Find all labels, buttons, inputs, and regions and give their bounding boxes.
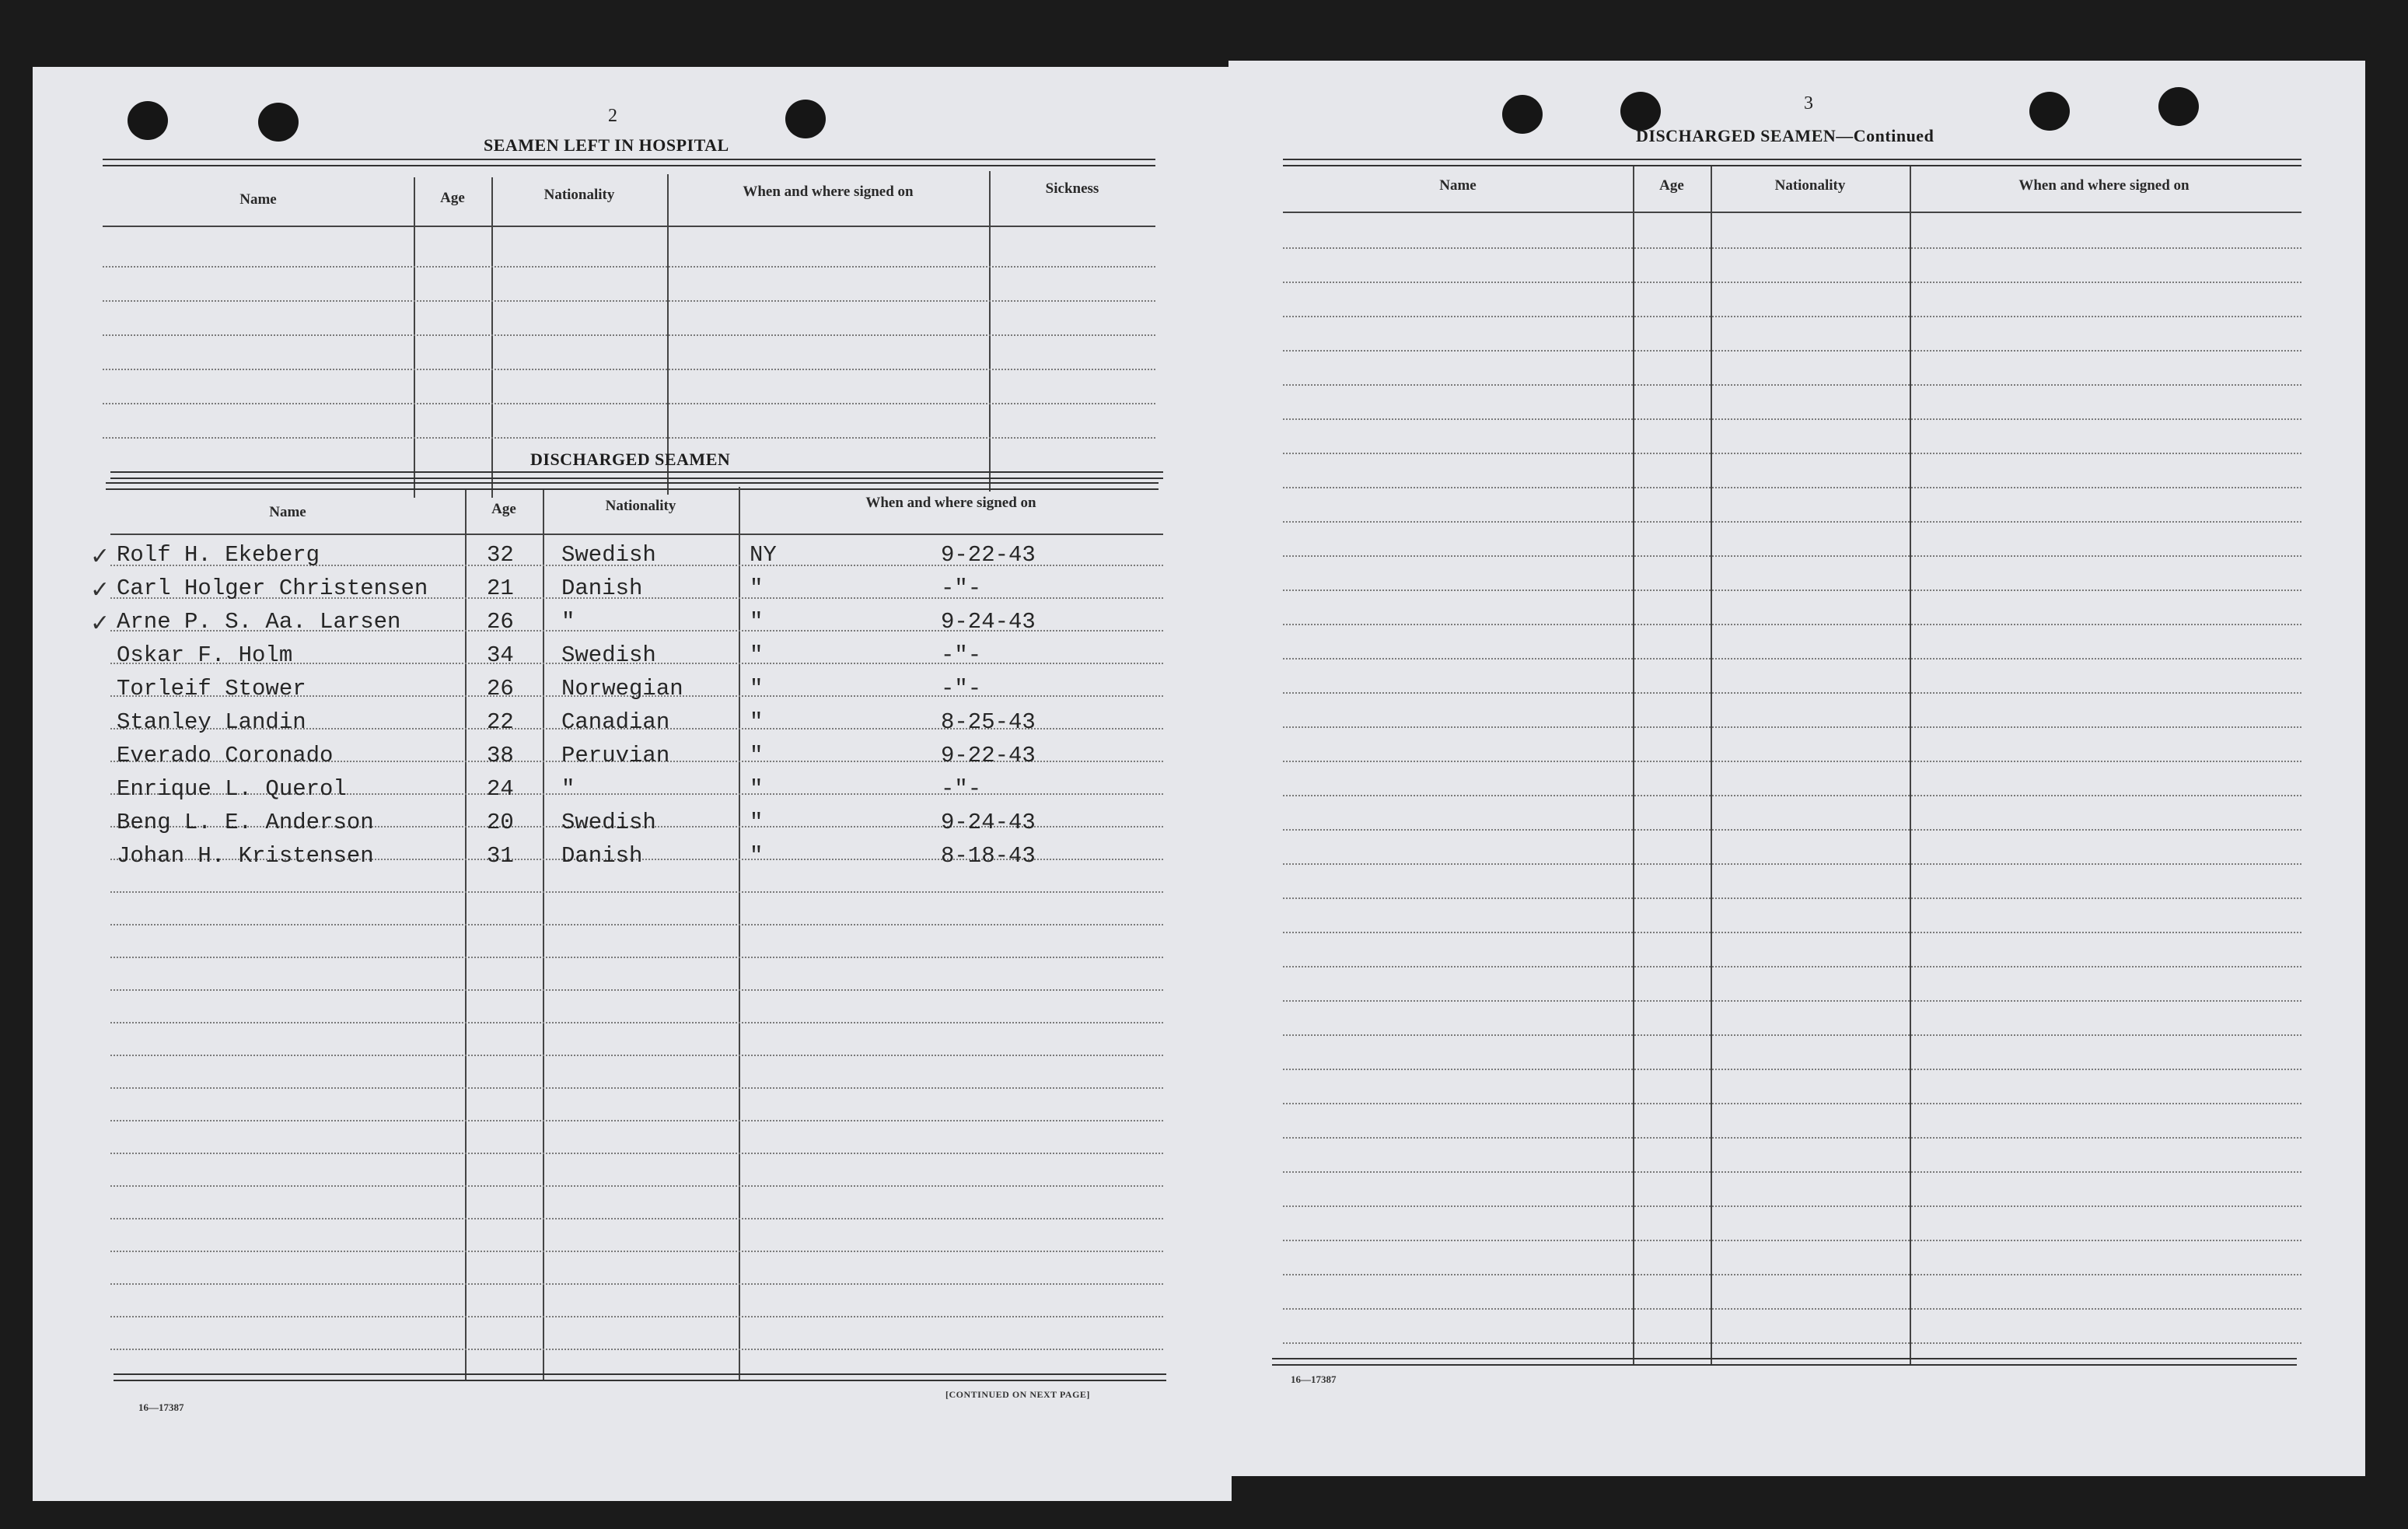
seaman-age: 26 [487, 676, 514, 702]
row-rule [1283, 692, 2301, 694]
row-rule [110, 1349, 1163, 1350]
seaman-nationality: " [561, 776, 575, 802]
row-rule [1283, 1034, 2301, 1036]
seaman-nationality: Swedish [561, 642, 656, 668]
page-number: 3 [1804, 93, 1813, 114]
hospital-section-title: SEAMEN LEFT IN HOSPITAL [484, 135, 729, 155]
seaman-nationality: Swedish [561, 542, 656, 568]
row-rule [1283, 932, 2301, 933]
column-header-name: Name [269, 504, 306, 520]
seaman-nationality: Norwegian [561, 676, 683, 702]
seaman-nationality: Danish [561, 843, 643, 869]
signed-on-place: " [750, 810, 764, 835]
signed-on-date: -"- [941, 676, 982, 702]
seaman-age: 31 [487, 843, 514, 869]
seaman-name: Carl Holger Christensen [117, 576, 428, 601]
row-rule [110, 1283, 1163, 1285]
column-divider [1910, 166, 1911, 1364]
row-rule [1283, 863, 2301, 865]
column-divider [989, 171, 991, 492]
column-header-nationality: Nationality [543, 187, 615, 203]
signed-on-date: 9-22-43 [941, 743, 1036, 768]
punch-hole [1620, 92, 1661, 131]
column-divider [739, 487, 740, 1381]
row-rule [1283, 1240, 2301, 1241]
row-rule [1283, 1308, 2301, 1310]
row-rule [1283, 761, 2301, 762]
row-rule [103, 403, 1155, 404]
row-rule [1283, 795, 2301, 796]
punch-hole [785, 100, 826, 138]
table-top-rule [1283, 159, 2301, 166]
left-page [33, 67, 1232, 1501]
row-rule [1283, 350, 2301, 352]
seaman-name: Stanley Landin [117, 709, 306, 735]
header-rule [1283, 212, 2301, 213]
seaman-age: 34 [487, 642, 514, 668]
row-rule [110, 924, 1163, 925]
row-rule [1283, 453, 2301, 454]
row-rule [1283, 521, 2301, 523]
page-title [1636, 126, 1934, 146]
row-rule [1283, 624, 2301, 625]
column-divider [1711, 166, 1712, 1364]
row-rule [103, 334, 1155, 336]
punch-hole [1502, 95, 1543, 134]
signed-on-date: 9-24-43 [941, 609, 1036, 635]
header-rule [103, 226, 1155, 227]
seaman-name: Rolf H. Ekeberg [117, 542, 320, 568]
row-rule [1283, 247, 2301, 249]
seaman-age: 32 [487, 542, 514, 568]
row-rule [110, 1185, 1163, 1187]
row-rule [103, 437, 1155, 439]
right-page [1228, 61, 2365, 1476]
row-rule [1283, 1103, 2301, 1104]
row-rule [1283, 316, 2301, 317]
signed-on-place: " [750, 642, 764, 668]
header-rule [110, 534, 1163, 535]
row-rule [110, 989, 1163, 991]
row-rule [1283, 1274, 2301, 1275]
signed-on-date: -"- [941, 776, 982, 802]
signed-on-date: -"- [941, 576, 982, 601]
row-rule [1283, 590, 2301, 591]
seaman-age: 20 [487, 810, 514, 835]
seaman-name: Oskar F. Holm [117, 642, 293, 668]
row-rule [1283, 658, 2301, 660]
column-header-age: Age [440, 190, 465, 206]
column-divider [1633, 166, 1634, 1364]
signed-on-date: 9-24-43 [941, 810, 1036, 835]
seaman-age: 38 [487, 743, 514, 768]
row-rule [1283, 966, 2301, 967]
row-rule [1283, 897, 2301, 899]
seaman-nationality: Peruvian [561, 743, 670, 768]
seaman-name: Enrique L. Querol [117, 776, 347, 802]
signed-on-place: " [750, 709, 764, 735]
seaman-age: 21 [487, 576, 514, 601]
row-rule [1283, 384, 2301, 386]
check-mark: ✓ [90, 576, 110, 604]
row-rule [103, 300, 1155, 302]
page-number: 2 [608, 106, 617, 126]
row-rule [110, 1251, 1163, 1252]
table-top-rule [103, 159, 1155, 166]
seaman-age: 22 [487, 709, 514, 735]
form-number: 16—17387 [138, 1401, 184, 1413]
seaman-name: Arne P. S. Aa. Larsen [117, 609, 401, 635]
signed-on-place: " [750, 776, 764, 802]
signed-on-date: -"- [941, 642, 982, 668]
row-rule [110, 1087, 1163, 1089]
continued-note: [CONTINUED ON NEXT PAGE] [945, 1389, 1090, 1400]
row-rule [1283, 726, 2301, 728]
row-rule [110, 1316, 1163, 1317]
row-rule [103, 266, 1155, 268]
row-rule [1283, 555, 2301, 557]
column-header-sickness: Sickness [1045, 180, 1099, 197]
signed-on-date: 8-25-43 [941, 709, 1036, 735]
seaman-name: Beng L. E. Anderson [117, 810, 374, 835]
column-header-nationality: Nationality [1774, 177, 1846, 194]
signed-on-date: 8-18-43 [941, 843, 1036, 869]
seaman-name: Everado Coronado [117, 743, 334, 768]
page-title-main: DISCHARGED SEAMEN [1636, 126, 1837, 145]
seaman-age: 26 [487, 609, 514, 635]
seaman-age: 24 [487, 776, 514, 802]
row-rule [110, 1153, 1163, 1154]
row-rule [110, 1055, 1163, 1056]
row-rule [1283, 418, 2301, 420]
table-bottom-rule [106, 482, 1159, 490]
punch-hole [2158, 87, 2199, 126]
table-bottom-rule [114, 1373, 1166, 1381]
signed-on-place: NY [750, 542, 777, 568]
row-rule [110, 1218, 1163, 1219]
row-rule [1283, 1342, 2301, 1344]
row-rule [1283, 282, 2301, 283]
form-number: 16—17387 [1291, 1373, 1337, 1385]
table-bottom-rule [1272, 1358, 2297, 1366]
column-header-age: Age [491, 501, 516, 517]
row-rule [110, 891, 1163, 893]
seaman-nationality: Swedish [561, 810, 656, 835]
signed-on-place: " [750, 576, 764, 601]
row-rule [1283, 1137, 2301, 1139]
column-divider [465, 490, 467, 1381]
check-mark: ✓ [90, 610, 110, 637]
page-title-suffix: —Continued [1836, 126, 1934, 145]
row-rule [1283, 487, 2301, 488]
seaman-name: Torleif Stower [117, 676, 306, 702]
punch-hole [2029, 92, 2070, 131]
row-rule [1283, 1000, 2301, 1002]
check-mark: ✓ [90, 543, 110, 570]
seaman-nationality: Danish [561, 576, 643, 601]
signed-on-place: " [750, 843, 764, 869]
signed-on-place: " [750, 676, 764, 702]
column-header-name: Name [1439, 177, 1477, 194]
row-rule [1283, 1069, 2301, 1070]
row-rule [1283, 1171, 2301, 1173]
punch-hole [258, 103, 299, 142]
discharged-section-title: DISCHARGED SEAMEN [530, 450, 731, 469]
column-header-name: Name [239, 191, 277, 208]
row-rule [110, 1120, 1163, 1121]
signed-on-date: 9-22-43 [941, 542, 1036, 568]
row-rule [110, 957, 1163, 958]
table-top-rule [110, 471, 1163, 479]
row-rule [1283, 829, 2301, 831]
punch-hole [128, 101, 168, 140]
seaman-nationality: Canadian [561, 709, 670, 735]
row-rule [103, 369, 1155, 370]
column-header-age: Age [1659, 177, 1684, 194]
row-rule [1283, 1205, 2301, 1207]
seaman-name: Johan H. Kristensen [117, 843, 374, 869]
column-header-signed-on: When and where signed on [865, 495, 1036, 511]
column-header-signed-on: When and where signed on [2018, 177, 2190, 194]
signed-on-place: " [750, 609, 764, 635]
row-rule [110, 1022, 1163, 1023]
column-divider [543, 490, 544, 1381]
signed-on-place: " [750, 743, 764, 768]
column-header-nationality: Nationality [605, 498, 676, 514]
column-header-signed-on: When and where signed on [743, 184, 914, 200]
seaman-nationality: " [561, 609, 575, 635]
